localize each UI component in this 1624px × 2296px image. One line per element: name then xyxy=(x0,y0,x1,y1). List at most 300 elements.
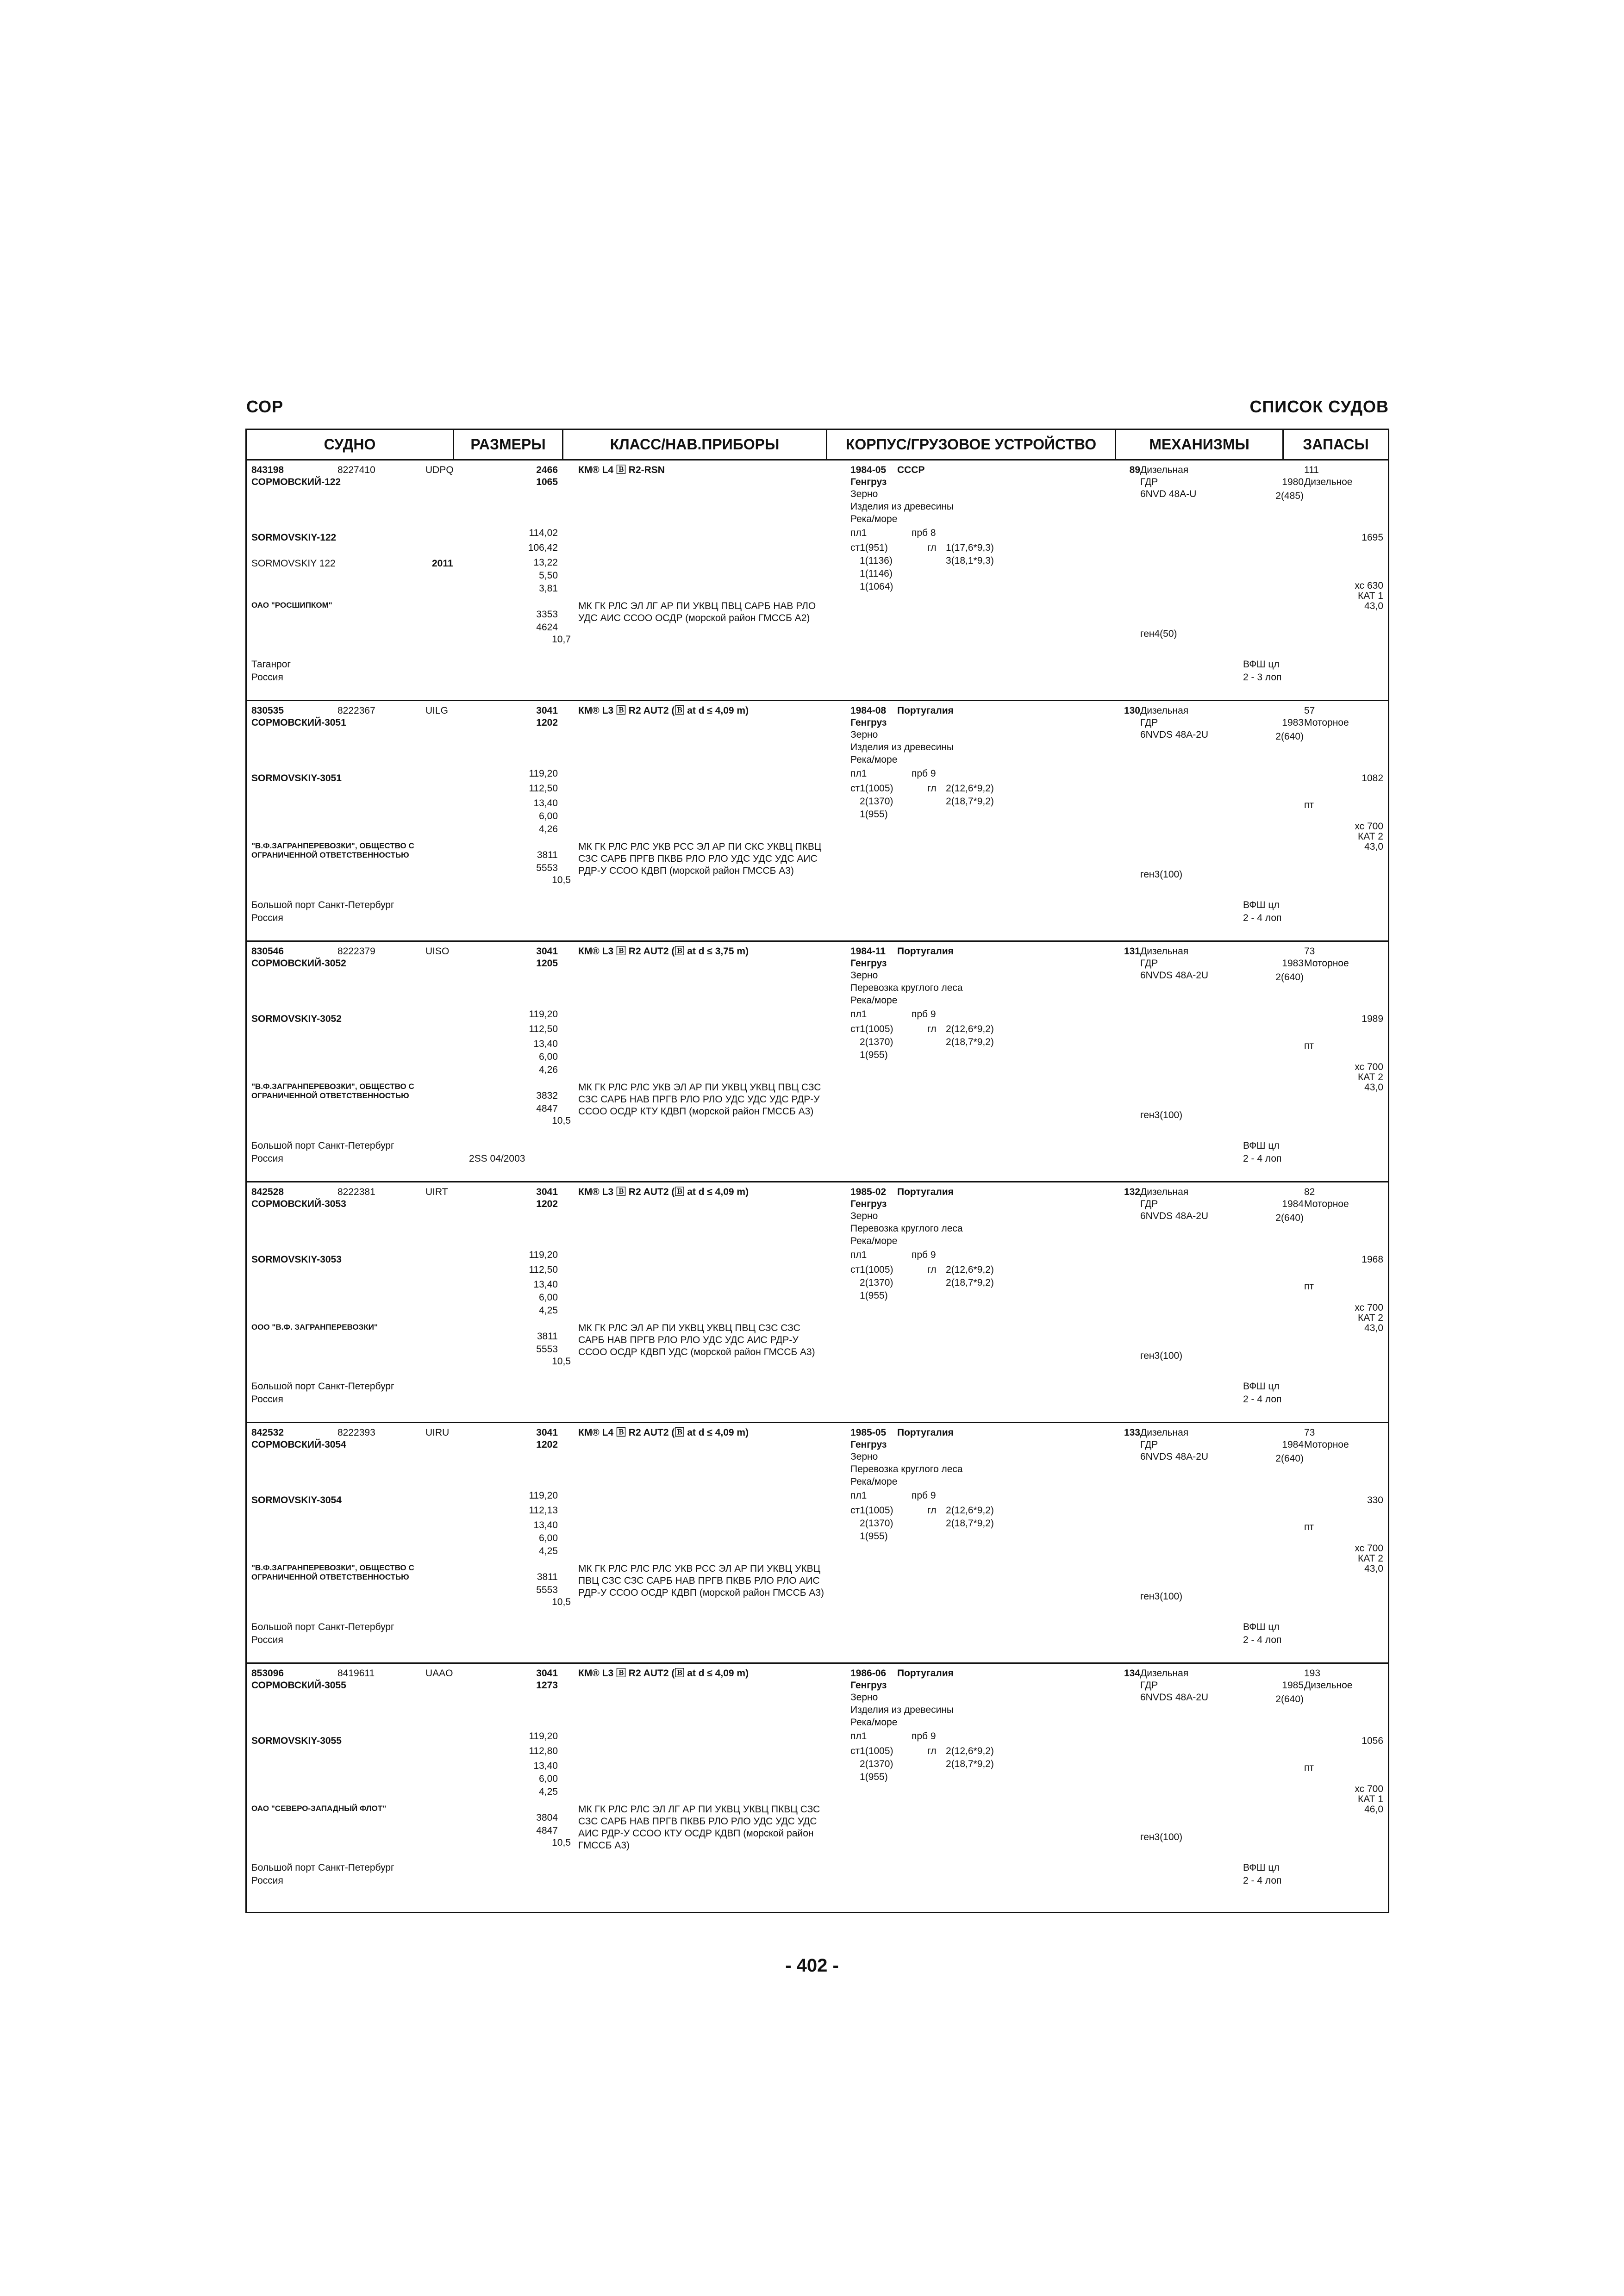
lifeboat-category: КАТ 2 xyxy=(1358,831,1383,842)
column-header-ship: СУДНО xyxy=(247,430,454,459)
engine-power: 2(640) xyxy=(1275,731,1304,742)
gross-tonnage: 1205 xyxy=(536,958,558,969)
class-notation: КМ® L3 🄱 R2 AUT2 (🄱 at d ≤ 3,75 m) xyxy=(578,946,749,957)
build-country: Португалия xyxy=(897,1668,954,1679)
call-sign: UIRT xyxy=(425,1187,448,1197)
hold: 2(1370) xyxy=(860,1277,893,1288)
flag-country: Россия xyxy=(251,672,283,683)
dimension-length-pp: 112,50 xyxy=(529,1264,558,1275)
engine-type: Дизельная xyxy=(1140,705,1189,716)
hatch: 2(18,7*9,2) xyxy=(946,1759,994,1769)
build-date: 1984-11 xyxy=(850,946,886,957)
ship-entry xyxy=(247,701,1388,942)
crew-count: 82 xyxy=(1304,1187,1315,1197)
fuel-amount: 1968 xyxy=(1362,1254,1383,1265)
dimension-length-pp: 106,42 xyxy=(528,542,558,553)
hold: ст1(1005) xyxy=(850,1264,893,1275)
decks: пл1 xyxy=(850,1250,867,1260)
bulkheads: прб 9 xyxy=(912,1009,936,1020)
deadweight: 3041 xyxy=(536,1427,558,1438)
propeller-blades: 2 - 4 лоп xyxy=(1243,913,1282,923)
cargo-capacity-1: 3353 xyxy=(536,609,558,620)
fresh-water: пт xyxy=(1304,1522,1314,1532)
draft-value: 10,5 xyxy=(552,875,571,885)
build-country: Португалия xyxy=(897,946,954,957)
engine-power: 2(640) xyxy=(1275,1694,1304,1705)
bulkheads: прб 9 xyxy=(912,768,936,779)
hatch: 1(17,6*9,3) xyxy=(946,542,994,553)
ship-name-ru: СОРМОВСКИЙ-3054 xyxy=(251,1439,346,1450)
hatch: 2(12,6*9,2) xyxy=(946,1024,994,1034)
dimension-breadth: 13,40 xyxy=(533,1520,558,1531)
hull-number: 131 xyxy=(1124,946,1140,957)
lifeboat-category: КАТ 2 xyxy=(1358,1072,1383,1083)
dimension-breadth: 13,40 xyxy=(533,1279,558,1290)
cargo-item: Река/море xyxy=(850,754,898,765)
class-notation: КМ® L3 🄱 R2 AUT2 (🄱 at d ≤ 4,09 m) xyxy=(578,1187,749,1197)
ship-name-lat: SORMOVSKIY-3052 xyxy=(251,1014,342,1024)
hatch-label: гл xyxy=(927,783,937,794)
dimension-length-pp: 112,50 xyxy=(529,1024,558,1034)
hatch: 2(12,6*9,2) xyxy=(946,1264,994,1275)
navigation-equipment: МК ГК РЛС ЭЛ АР ПИ УКВЦ УКВЦ ПВЦ СЗС СЗС САРБ НАВ ПРГВ РЛО РЛО УДС УДС АИС РДР-У ССОО ОСДР КДВП УДС (морской район ГМССБ А3) xyxy=(578,1323,815,1357)
class-notation: КМ® L4 🄱 R2-RSN xyxy=(578,465,665,475)
hatch-label: гл xyxy=(927,1264,937,1275)
hatch: 2(18,7*9,2) xyxy=(946,1277,994,1288)
dimension-breadth: 13,22 xyxy=(533,557,558,568)
gross-tonnage: 1202 xyxy=(536,1199,558,1209)
fuel-amount: 330 xyxy=(1367,1495,1383,1506)
port-of-registry: Большой порт Санкт-Петербург xyxy=(251,1862,394,1873)
hold: 1(1146) xyxy=(860,568,893,579)
cargo-item: Зерно xyxy=(850,1692,878,1703)
generators: ген4(50) xyxy=(1140,628,1177,639)
cargo-item: Река/море xyxy=(850,514,898,524)
ship-entry xyxy=(247,460,1388,701)
build-country: Португалия xyxy=(897,1187,954,1197)
flag-country: Россия xyxy=(251,913,283,923)
engine-model: 6NVDS 48A-2U xyxy=(1140,1451,1209,1462)
port-of-registry: Большой порт Санкт-Петербург xyxy=(251,1140,394,1151)
hatch: 2(18,7*9,2) xyxy=(946,1518,994,1529)
build-country: СССР xyxy=(897,465,925,475)
ship-name-ru: СОРМОВСКИЙ-3055 xyxy=(251,1680,346,1691)
propeller-blades: 2 - 4 лоп xyxy=(1243,1635,1282,1645)
fuel-type: Моторное xyxy=(1304,1439,1349,1450)
navigation-equipment: МК ГК РЛС РЛС РЛС УКВ РСС ЭЛ АР ПИ УКВЦ УКВЦ ПВЦ СЗС СЗС САРБ НАВ ПРГВ ПКВБ РЛО РЛО АИС РДР-У ССОО ОСДР КДВП (морской район ГМССБ А3) xyxy=(578,1563,824,1598)
hatch: 2(12,6*9,2) xyxy=(946,1746,994,1756)
draft-value: 10,5 xyxy=(552,1597,571,1607)
lifeboat-category: КАТ 2 xyxy=(1358,1553,1383,1564)
propeller: ВФШ цл xyxy=(1243,1862,1280,1873)
hatch: 3(18,1*9,3) xyxy=(946,555,994,566)
running-header-left: СОР xyxy=(246,397,284,416)
hatch: 2(12,6*9,2) xyxy=(946,783,994,794)
build-date: 1985-05 xyxy=(850,1427,887,1438)
table-header xyxy=(247,430,1388,460)
hull-number: 134 xyxy=(1124,1668,1140,1679)
engine-year: 1983 xyxy=(1282,958,1304,969)
engine-country: ГДР xyxy=(1140,1680,1158,1691)
dimension-depth: 6,00 xyxy=(539,811,558,821)
propeller-blades: 2 - 4 лоп xyxy=(1243,1875,1282,1886)
hold: 1(955) xyxy=(860,1050,888,1060)
fuel-type: Моторное xyxy=(1304,1199,1349,1209)
dimension-length-pp: 112,80 xyxy=(529,1746,558,1756)
navigation-equipment: МК ГК РЛС РЛС ЭЛ ЛГ АР ПИ УКВЦ УКВЦ ПКВЦ СЗС СЗС САРБ НАВ ПРГВ ПКВБ РЛО РЛО УДС УДС УДС АИС РДР-У ССОО КТУ ОСДР КДВП (морской район ГМССБ А3) xyxy=(578,1804,820,1851)
hold: 1(955) xyxy=(860,1531,888,1542)
survey-note: 2SS 04/2003 xyxy=(469,1153,525,1164)
ship-name-lat: SORMOVSKIY-3054 xyxy=(251,1495,342,1506)
gross-tonnage: 1065 xyxy=(536,477,558,487)
bulkheads: прб 9 xyxy=(912,1490,936,1501)
propeller: ВФШ цл xyxy=(1243,1381,1280,1392)
hatch: 2(18,7*9,2) xyxy=(946,1037,994,1047)
navigation-equipment: МК ГК РЛС ЭЛ ЛГ АР ПИ УКВЦ ПВЦ САРБ НАВ РЛО УДС АИС ССОО ОСДР (морской район ГМССБ А2) xyxy=(578,601,816,623)
ship-list-table xyxy=(245,429,1389,1913)
cargo-item: Река/море xyxy=(850,1476,898,1487)
fuel-amount: 1082 xyxy=(1362,773,1383,784)
owner: "В.Ф.ЗАГРАНПЕРЕВОЗКИ", ОБЩЕСТВО С ОГРАНИЧЕННОЙ ОТВЕТСТВЕННОСТЬЮ xyxy=(251,841,414,859)
decks: пл1 xyxy=(850,1490,867,1501)
engine-year: 1984 xyxy=(1282,1199,1304,1209)
former-name-year: 2011 xyxy=(432,558,453,569)
lifeboat-value: 43,0 xyxy=(1364,1082,1383,1093)
column-header-supplies: ЗАПАСЫ xyxy=(1303,436,1369,453)
cargo-item: Река/море xyxy=(850,1717,898,1728)
build-date: 1985-02 xyxy=(850,1187,887,1197)
deadweight: 3041 xyxy=(536,946,558,957)
engine-power: 2(640) xyxy=(1275,1453,1304,1464)
ship-entry xyxy=(247,942,1388,1182)
lifeboat-category: КАТ 2 xyxy=(1358,1313,1383,1323)
ship-entry xyxy=(247,1182,1388,1423)
decks: пл1 xyxy=(850,528,867,538)
hatch: 2(18,7*9,2) xyxy=(946,796,994,807)
dimension-depth: 6,00 xyxy=(539,1292,558,1303)
cargo-item: Зерно xyxy=(850,729,878,740)
ship-entry xyxy=(247,1423,1388,1664)
navigation-equipment: МК ГК РЛС РЛС УКВ ЭЛ АР ПИ УКВЦ УКВЦ ПВЦ СЗС СЗС САРБ НАВ ПРГВ РЛО РЛО УДС УДС УДС РДР-У ССОО ОСДР КТУ КДВП (морской район ГМССБ А3) xyxy=(578,1082,821,1117)
dimension-breadth: 13,40 xyxy=(533,798,558,809)
propeller: ВФШ цл xyxy=(1243,1622,1280,1632)
hold: 1(955) xyxy=(860,1290,888,1301)
class-notation: КМ® L3 🄱 R2 AUT2 (🄱 at d ≤ 4,09 m) xyxy=(578,705,749,716)
column-header-class: КЛАСС/НАВ.ПРИБОРЫ xyxy=(563,430,827,459)
ship-name-lat: SORMOVSKIY-3051 xyxy=(251,773,342,784)
engine-model: 6NVD 48A-U xyxy=(1140,489,1197,499)
hatch-label: гл xyxy=(927,1746,937,1756)
dimension-length-overall: 119,20 xyxy=(529,1250,558,1260)
engine-power: 2(640) xyxy=(1275,1213,1304,1223)
draft-value: 10,5 xyxy=(552,1115,571,1126)
call-sign: UIRU xyxy=(425,1427,450,1438)
hatch-label: гл xyxy=(927,542,937,553)
dimension-depth: 6,00 xyxy=(539,1533,558,1543)
registry-number: 842528 xyxy=(251,1187,284,1197)
registry-number: 842532 xyxy=(251,1427,284,1438)
refrigeration: хс 700 xyxy=(1355,1062,1383,1072)
port-of-registry: Большой порт Санкт-Петербург xyxy=(251,900,394,910)
generators: ген3(100) xyxy=(1140,1110,1183,1120)
cargo-capacity-1: 3804 xyxy=(536,1812,558,1823)
refrigeration: хс 700 xyxy=(1355,1302,1383,1313)
dimension-draft: 4,26 xyxy=(539,1064,558,1075)
hold: ст1(1005) xyxy=(850,1024,893,1034)
propeller: ВФШ цл xyxy=(1243,900,1280,910)
page-number: - 402 - xyxy=(785,1955,839,1976)
cargo-capacity-2: 4847 xyxy=(536,1825,558,1836)
engine-power: 2(485) xyxy=(1275,491,1304,501)
flag-country: Россия xyxy=(251,1153,283,1164)
hull-number: 130 xyxy=(1124,705,1140,716)
propeller: ВФШ цл xyxy=(1243,1140,1280,1151)
engine-type: Дизельная xyxy=(1140,946,1189,957)
hold: 2(1370) xyxy=(860,796,893,807)
ship-name-lat: SORMOVSKIY-3055 xyxy=(251,1736,342,1746)
build-country: Португалия xyxy=(897,705,954,716)
imo-number: 8227410 xyxy=(337,465,375,475)
column-header-hull: КОРПУС/ГРУЗОВОЕ УСТРОЙСТВО xyxy=(827,430,1116,459)
engine-country: ГДР xyxy=(1140,1199,1158,1209)
fresh-water: пт xyxy=(1304,1762,1314,1773)
cargo-item: Река/море xyxy=(850,1236,898,1246)
crew-count: 73 xyxy=(1304,946,1315,957)
call-sign: UILG xyxy=(425,705,449,716)
dimension-length-pp: 112,13 xyxy=(529,1505,558,1516)
dimension-draft: 3,81 xyxy=(539,583,558,594)
refrigeration: хс 700 xyxy=(1355,1784,1383,1794)
cargo-item: Зерно xyxy=(850,970,878,981)
draft-value: 10,5 xyxy=(552,1356,571,1367)
hull-number: 89 xyxy=(1129,465,1140,475)
engine-country: ГДР xyxy=(1140,717,1158,728)
engine-year: 1983 xyxy=(1282,717,1304,728)
former-name: SORMOVSKIY 122 xyxy=(251,558,336,569)
flag-country: Россия xyxy=(251,1394,283,1405)
crew-count: 73 xyxy=(1304,1427,1315,1438)
hold: 2(1370) xyxy=(860,1518,893,1529)
engine-country: ГДР xyxy=(1140,477,1158,487)
generators: ген3(100) xyxy=(1140,1591,1183,1602)
imo-number: 8222367 xyxy=(337,705,375,716)
lifeboat-value: 43,0 xyxy=(1364,1323,1383,1333)
hold: 2(1370) xyxy=(860,1037,893,1047)
column-header-machinery: МЕХАНИЗМЫ xyxy=(1116,430,1284,459)
dimension-draft: 4,26 xyxy=(539,824,558,834)
cargo-type: Генгруз xyxy=(850,1439,887,1450)
propeller-blades: 2 - 4 лоп xyxy=(1243,1394,1282,1405)
cargo-capacity-2: 5553 xyxy=(536,1585,558,1595)
class-notation: КМ® L4 🄱 R2 AUT2 (🄱 at d ≤ 4,09 m) xyxy=(578,1427,749,1438)
registry-number: 830546 xyxy=(251,946,284,957)
fuel-type: Дизельное xyxy=(1304,477,1353,487)
flag-country: Россия xyxy=(251,1875,283,1886)
fresh-water: пт xyxy=(1304,800,1314,810)
generators: ген3(100) xyxy=(1140,1832,1183,1842)
cargo-capacity-1: 3811 xyxy=(537,1331,558,1342)
owner: ООО "В.Ф. ЗАГРАНПЕРЕВОЗКИ" xyxy=(251,1323,378,1332)
lifeboat-value: 46,0 xyxy=(1364,1804,1383,1815)
call-sign: UDPQ xyxy=(425,465,454,475)
bulkheads: прб 9 xyxy=(912,1731,936,1742)
hold: 1(1136) xyxy=(860,555,893,566)
hull-number: 132 xyxy=(1124,1187,1140,1197)
hatch-label: гл xyxy=(927,1505,937,1516)
engine-model: 6NVDS 48A-2U xyxy=(1140,1692,1209,1703)
hull-number: 133 xyxy=(1124,1427,1140,1438)
engine-type: Дизельная xyxy=(1140,465,1189,475)
engine-year: 1984 xyxy=(1282,1439,1304,1450)
build-date: 1984-08 xyxy=(850,705,887,716)
propeller: ВФШ цл xyxy=(1243,659,1280,670)
ship-name-ru: СОРМОВСКИЙ-3053 xyxy=(251,1199,346,1209)
dimension-draft: 4,25 xyxy=(539,1546,558,1556)
dimension-length-overall: 119,20 xyxy=(529,1490,558,1501)
hold: ст1(1005) xyxy=(850,1746,893,1756)
ship-name-ru: СОРМОВСКИЙ-122 xyxy=(251,477,341,487)
ship-name-ru: СОРМОВСКИЙ-3052 xyxy=(251,958,346,969)
imo-number: 8222393 xyxy=(337,1427,375,1438)
hold: ст1(1005) xyxy=(850,783,893,794)
lifeboat-value: 43,0 xyxy=(1364,601,1383,611)
registry-number: 853096 xyxy=(251,1668,284,1679)
hold: ст1(951) xyxy=(850,542,888,553)
cargo-item: Перевозка круглого леса xyxy=(850,1223,963,1234)
call-sign: UAAO xyxy=(425,1668,453,1679)
decks: пл1 xyxy=(850,1731,867,1742)
dimension-length-overall: 119,20 xyxy=(529,768,558,779)
draft-value: 10,5 xyxy=(552,1837,571,1848)
engine-model: 6NVDS 48A-2U xyxy=(1140,729,1209,740)
cargo-capacity-2: 4847 xyxy=(536,1103,558,1114)
registry-number: 843198 xyxy=(251,465,284,475)
generators: ген3(100) xyxy=(1140,1350,1183,1361)
fuel-amount: 1695 xyxy=(1362,532,1383,543)
dimension-draft: 4,25 xyxy=(539,1786,558,1797)
cargo-capacity-1: 3811 xyxy=(537,1572,558,1582)
cargo-type: Генгруз xyxy=(850,1680,887,1691)
lifeboat-value: 43,0 xyxy=(1364,1563,1383,1574)
deadweight: 2466 xyxy=(536,465,558,475)
crew-count: 57 xyxy=(1304,705,1315,716)
refrigeration: хс 630 xyxy=(1355,580,1383,591)
generators: ген3(100) xyxy=(1140,869,1183,880)
cargo-type: Генгруз xyxy=(850,958,887,969)
propeller-blades: 2 - 4 лоп xyxy=(1243,1153,1282,1164)
engine-type: Дизельная xyxy=(1140,1668,1189,1679)
draft-value: 10,7 xyxy=(552,634,571,645)
imo-number: 8222379 xyxy=(337,946,375,957)
build-date: 1986-06 xyxy=(850,1668,887,1679)
build-date: 1984-05 xyxy=(850,465,887,475)
cargo-capacity-1: 3811 xyxy=(537,850,558,860)
engine-model: 6NVDS 48A-2U xyxy=(1140,1211,1209,1221)
bulkheads: прб 8 xyxy=(912,528,936,538)
crew-count: 111 xyxy=(1304,465,1319,475)
decks: пл1 xyxy=(850,1009,867,1020)
dimension-breadth: 13,40 xyxy=(533,1761,558,1771)
owner: "В.Ф.ЗАГРАНПЕРЕВОЗКИ", ОБЩЕСТВО С ОГРАНИЧЕННОЙ ОТВЕТСТВЕННОСТЬЮ xyxy=(251,1563,414,1581)
fuel-type: Дизельное xyxy=(1304,1680,1353,1691)
engine-year: 1985 xyxy=(1282,1680,1304,1691)
dimension-depth: 6,00 xyxy=(539,1773,558,1784)
cargo-type: Генгруз xyxy=(850,477,887,487)
dimension-depth: 6,00 xyxy=(539,1052,558,1062)
fresh-water: пт xyxy=(1304,1040,1314,1051)
engine-year: 1980 xyxy=(1282,477,1304,487)
hold: 1(955) xyxy=(860,809,888,820)
dimension-length-overall: 119,20 xyxy=(529,1731,558,1742)
build-country: Португалия xyxy=(897,1427,954,1438)
cargo-type: Генгруз xyxy=(850,717,887,728)
gross-tonnage: 1202 xyxy=(536,1439,558,1450)
hold: 2(1370) xyxy=(860,1759,893,1769)
deadweight: 3041 xyxy=(536,705,558,716)
engine-country: ГДР xyxy=(1140,1439,1158,1450)
navigation-equipment: МК ГК РЛС РЛС УКВ РСС ЭЛ АР ПИ СКС УКВЦ ПКВЦ СЗС САРБ ПРГВ ПКВБ РЛО РЛО УДС УДС УДС АИС РДР-У ССОО КДВП (морской район ГМССБ А3) xyxy=(578,841,822,876)
engine-type: Дизельная xyxy=(1140,1427,1189,1438)
ship-name-lat: SORMOVSKIY-122 xyxy=(251,532,337,543)
fresh-water: пт xyxy=(1304,1281,1314,1292)
port-of-registry: Большой порт Санкт-Петербург xyxy=(251,1381,394,1392)
engine-power: 2(640) xyxy=(1275,972,1304,983)
registry-number: 830535 xyxy=(251,705,284,716)
dimension-length-overall: 114,02 xyxy=(529,528,558,538)
cargo-item: Зерно xyxy=(850,1451,878,1462)
lifeboat-category: КАТ 1 xyxy=(1358,591,1383,601)
cargo-item: Перевозка круглого леса xyxy=(850,1464,963,1475)
running-header-right: СПИСОК СУДОВ xyxy=(1249,397,1389,416)
cargo-item: Река/море xyxy=(850,995,898,1006)
refrigeration: хс 700 xyxy=(1355,821,1383,832)
cargo-item: Зерно xyxy=(850,489,878,499)
decks: пл1 xyxy=(850,768,867,779)
class-notation: КМ® L3 🄱 R2 AUT2 (🄱 at d ≤ 4,09 m) xyxy=(578,1668,749,1679)
fuel-amount: 1989 xyxy=(1362,1014,1383,1024)
imo-number: 8419611 xyxy=(337,1668,375,1679)
deadweight: 3041 xyxy=(536,1668,558,1679)
propeller-blades: 2 - 3 лоп xyxy=(1243,672,1282,683)
gross-tonnage: 1273 xyxy=(536,1680,558,1691)
owner: ОАО "СЕВЕРО-ЗАПАДНЫЙ ФЛОТ" xyxy=(251,1804,387,1813)
hold: ст1(1005) xyxy=(850,1505,893,1516)
refrigeration: хс 700 xyxy=(1355,1543,1383,1554)
engine-country: ГДР xyxy=(1140,958,1158,969)
crew-count: 193 xyxy=(1304,1668,1321,1679)
fuel-type: Моторное xyxy=(1304,717,1349,728)
cargo-capacity-2: 5553 xyxy=(536,1344,558,1355)
cargo-item: Изделия из древесины xyxy=(850,1705,954,1715)
ship-entry xyxy=(247,1664,1388,1904)
fuel-amount: 1056 xyxy=(1362,1736,1383,1746)
dimension-length-overall: 119,20 xyxy=(529,1009,558,1020)
engine-type: Дизельная xyxy=(1140,1187,1189,1197)
hold: 1(1064) xyxy=(860,581,893,592)
ship-name-ru: СОРМОВСКИЙ-3051 xyxy=(251,717,346,728)
cargo-capacity-1: 3832 xyxy=(536,1090,558,1101)
bulkheads: прб 9 xyxy=(912,1250,936,1260)
cargo-type: Генгруз xyxy=(850,1199,887,1209)
fuel-type: Моторное xyxy=(1304,958,1349,969)
dimension-draft: 4,25 xyxy=(539,1305,558,1316)
call-sign: UISO xyxy=(425,946,450,957)
lifeboat-category: КАТ 1 xyxy=(1358,1794,1383,1804)
hold: 1(955) xyxy=(860,1772,888,1782)
engine-model: 6NVDS 48A-2U xyxy=(1140,970,1209,981)
cargo-capacity-2: 4624 xyxy=(536,622,558,633)
port-of-registry: Большой порт Санкт-Петербург xyxy=(251,1622,394,1632)
